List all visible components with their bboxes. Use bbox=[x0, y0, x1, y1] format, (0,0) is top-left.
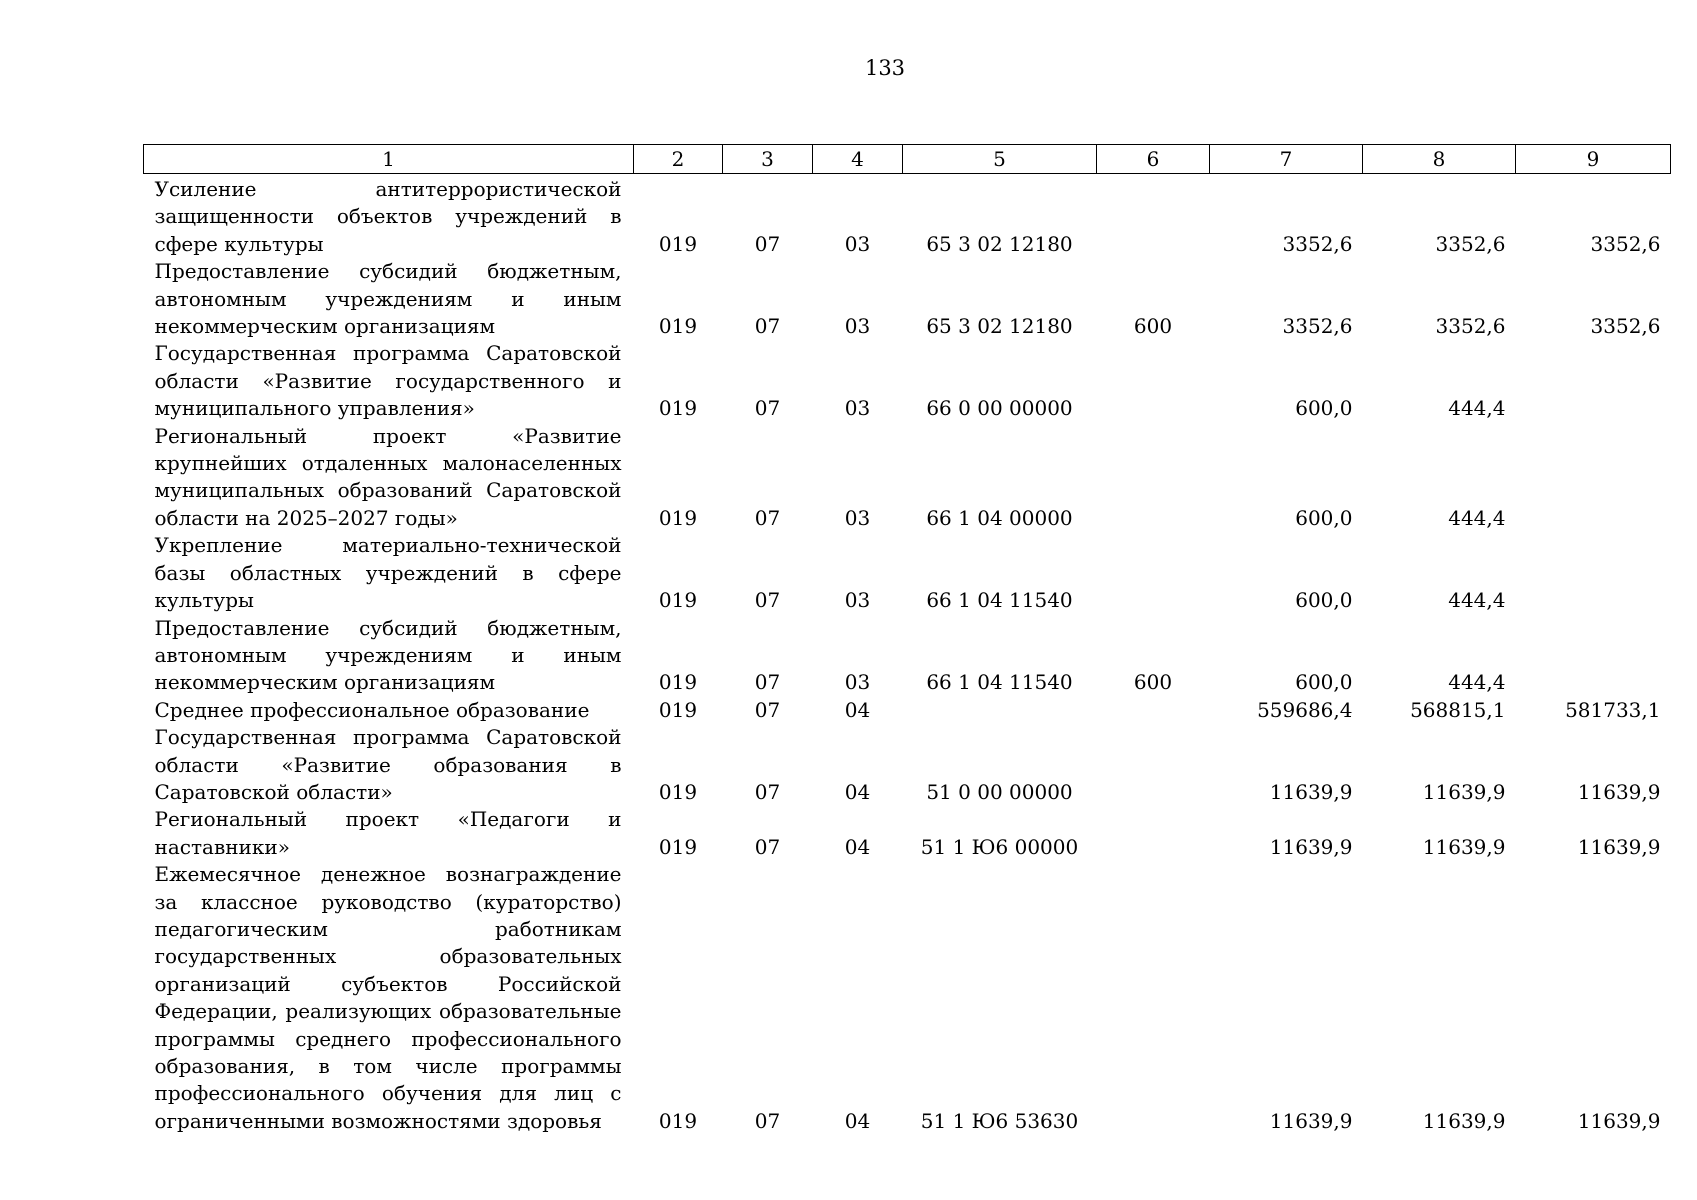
table-row bbox=[144, 532, 1671, 614]
target-article-code: 66 1 04 11540 bbox=[926, 670, 1073, 695]
expense-type-code bbox=[1097, 532, 1210, 614]
column-header: 5 bbox=[903, 145, 1097, 174]
ministry-code: 019 bbox=[658, 505, 698, 530]
table-row bbox=[144, 697, 1671, 724]
section-code: 07 bbox=[754, 834, 781, 859]
target-article-code: 51 1 Ю6 53630 bbox=[920, 1108, 1079, 1133]
amount-col-9: 3352,6 bbox=[1590, 314, 1661, 339]
table-row bbox=[144, 861, 1671, 1135]
ministry-code: 019 bbox=[658, 670, 698, 695]
column-header: 7 bbox=[1210, 145, 1363, 174]
expense-type-code bbox=[1097, 724, 1210, 806]
expense-type-code bbox=[1097, 174, 1210, 259]
subsection-code: 04 bbox=[844, 1108, 871, 1133]
section-code: 07 bbox=[754, 396, 781, 421]
amount-col-7: 3352,6 bbox=[1282, 231, 1353, 256]
row-name: Усиление антитеррористической защищенности объектов учреждений в сфере культуры bbox=[154, 177, 622, 256]
expense-type-code bbox=[1097, 340, 1210, 422]
ministry-code: 019 bbox=[658, 834, 698, 859]
expense-type-code bbox=[1097, 697, 1210, 724]
column-header: 9 bbox=[1516, 145, 1671, 174]
expense-type-code: 600 bbox=[1133, 670, 1173, 695]
table-row bbox=[144, 724, 1671, 806]
subsection-code: 04 bbox=[844, 697, 871, 722]
amount-col-9: 11639,9 bbox=[1577, 779, 1661, 804]
amount-col-9: 11639,9 bbox=[1577, 834, 1661, 859]
target-article-code: 51 1 Ю6 00000 bbox=[920, 834, 1079, 859]
amount-col-9 bbox=[1516, 532, 1671, 614]
amount-col-8: 444,4 bbox=[1448, 505, 1506, 530]
ministry-code: 019 bbox=[658, 697, 698, 722]
section-code: 07 bbox=[754, 314, 781, 339]
row-name: Укрепление материально-технической базы областных учреждений в сфере культуры bbox=[154, 533, 622, 613]
section-code: 07 bbox=[754, 505, 781, 530]
subsection-code: 04 bbox=[844, 779, 871, 804]
amount-col-8: 444,4 bbox=[1448, 396, 1506, 421]
amount-col-7: 11639,9 bbox=[1269, 1108, 1353, 1133]
section-code: 07 bbox=[754, 588, 781, 613]
ministry-code: 019 bbox=[658, 779, 698, 804]
subsection-code: 03 bbox=[844, 396, 871, 421]
amount-col-9 bbox=[1516, 615, 1671, 697]
subsection-code: 03 bbox=[844, 670, 871, 695]
column-header: 2 bbox=[634, 145, 723, 174]
target-article-code: 66 1 04 11540 bbox=[926, 588, 1073, 613]
amount-col-8: 11639,9 bbox=[1422, 1108, 1506, 1133]
table-row bbox=[144, 340, 1671, 422]
ministry-code: 019 bbox=[658, 588, 698, 613]
column-header: 4 bbox=[813, 145, 903, 174]
amount-col-9 bbox=[1516, 423, 1671, 533]
section-code: 07 bbox=[754, 779, 781, 804]
expense-type-code: 600 bbox=[1133, 314, 1173, 339]
table-row bbox=[144, 174, 1671, 259]
section-code: 07 bbox=[754, 1108, 781, 1133]
expense-type-code bbox=[1097, 806, 1210, 861]
target-article-code: 65 3 02 12180 bbox=[926, 231, 1073, 256]
table-body bbox=[144, 174, 1671, 1136]
amount-col-7: 600,0 bbox=[1295, 505, 1353, 530]
target-article-code: 51 0 00 00000 bbox=[926, 779, 1073, 804]
table-row bbox=[144, 806, 1671, 861]
row-name: Предоставление субсидий бюджетным, автономным учреждениям и иным некоммерческим организациям bbox=[154, 259, 622, 339]
target-article-code bbox=[903, 697, 1097, 724]
subsection-code: 04 bbox=[844, 834, 871, 859]
row-name: Региональный проект «Педагоги и наставники» bbox=[154, 807, 622, 859]
target-article-code: 66 1 04 00000 bbox=[926, 505, 1073, 530]
amount-col-7: 11639,9 bbox=[1269, 834, 1353, 859]
budget-table bbox=[143, 144, 1671, 1135]
amount-col-9: 581733,1 bbox=[1565, 697, 1661, 722]
table-row bbox=[144, 258, 1671, 340]
row-name: Региональный проект «Развитие крупнейших отдаленных малонаселенных муниципальных образований Саратовской области на 2025–2027 годы» bbox=[154, 423, 622, 530]
amount-col-8: 568815,1 bbox=[1410, 697, 1506, 722]
column-header: 1 bbox=[144, 145, 634, 174]
row-name: Государственная программа Саратовской области «Развитие образования в Саратовской области» bbox=[154, 725, 622, 804]
ministry-code: 019 bbox=[658, 396, 698, 421]
amount-col-7: 600,0 bbox=[1295, 670, 1353, 695]
amount-col-7: 3352,6 bbox=[1282, 314, 1353, 339]
row-name: Государственная программа Саратовской области «Развитие государственного и муниципального управления» bbox=[154, 341, 622, 421]
amount-col-9: 3352,6 bbox=[1590, 231, 1661, 256]
section-code: 07 bbox=[754, 670, 781, 695]
amount-col-7: 600,0 bbox=[1295, 588, 1353, 613]
section-code: 07 bbox=[754, 697, 781, 722]
target-article-code: 65 3 02 12180 bbox=[926, 314, 1073, 339]
amount-col-8: 444,4 bbox=[1448, 670, 1506, 695]
amount-col-8: 11639,9 bbox=[1422, 779, 1506, 804]
amount-col-7: 600,0 bbox=[1295, 396, 1353, 421]
row-name: Ежемесячное денежное вознаграждение за классное руководство (кураторство) педагогическим работникам государственных образовательных организаций субъектов Российской Федерации, реализующих образовательные программы среднего профессионального образования, в том числе программы профессионального обучения для лиц с ограниченными возможностями здоровья bbox=[154, 862, 622, 1133]
row-name: Среднее профессиональное образование bbox=[154, 697, 590, 722]
column-header: 8 bbox=[1363, 145, 1516, 174]
amount-col-8: 444,4 bbox=[1448, 588, 1506, 613]
subsection-code: 03 bbox=[844, 505, 871, 530]
table-row bbox=[144, 615, 1671, 697]
amount-col-7: 559686,4 bbox=[1257, 697, 1353, 722]
amount-col-9: 11639,9 bbox=[1577, 1108, 1661, 1133]
target-article-code: 66 0 00 00000 bbox=[926, 396, 1073, 421]
ministry-code: 019 bbox=[658, 231, 698, 256]
section-code: 07 bbox=[754, 231, 781, 256]
amount-col-8: 3352,6 bbox=[1435, 231, 1506, 256]
column-header: 3 bbox=[723, 145, 813, 174]
amount-col-7: 11639,9 bbox=[1269, 779, 1353, 804]
column-header: 6 bbox=[1097, 145, 1210, 174]
expense-type-code bbox=[1097, 423, 1210, 533]
ministry-code: 019 bbox=[658, 314, 698, 339]
table-header bbox=[144, 145, 1671, 174]
subsection-code: 03 bbox=[844, 314, 871, 339]
page-number: 133 bbox=[864, 56, 906, 80]
ministry-code: 019 bbox=[658, 1108, 698, 1133]
subsection-code: 03 bbox=[844, 231, 871, 256]
row-name: Предоставление субсидий бюджетным, автономным учреждениям и иным некоммерческим организациям bbox=[154, 615, 622, 695]
header-row bbox=[144, 145, 1671, 174]
subsection-code: 03 bbox=[844, 588, 871, 613]
amount-col-8: 11639,9 bbox=[1422, 834, 1506, 859]
amount-col-9 bbox=[1516, 340, 1671, 422]
expense-type-code bbox=[1097, 861, 1210, 1135]
amount-col-8: 3352,6 bbox=[1435, 314, 1506, 339]
table-row bbox=[144, 423, 1671, 533]
